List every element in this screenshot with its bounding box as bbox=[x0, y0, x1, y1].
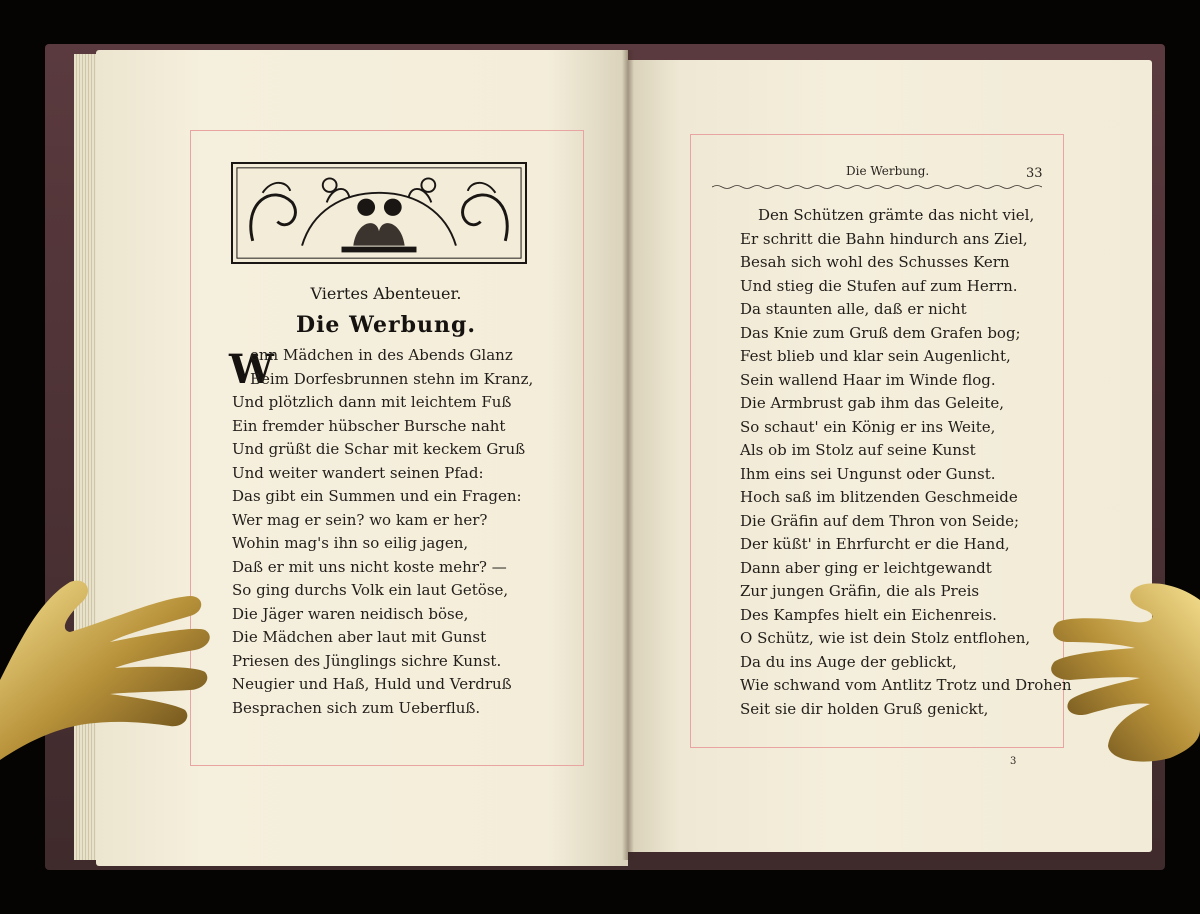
chapter-subtitle: Viertes Abenteuer. bbox=[310, 284, 462, 303]
verse-line: Die Gräfin auf dem Thron von Seide; bbox=[740, 511, 1020, 530]
brass-hand-right bbox=[1040, 580, 1200, 770]
right-page-verses bbox=[740, 204, 1072, 721]
verse-line: Die Mädchen aber laut mit Gunst bbox=[232, 628, 487, 646]
verse-line: Des Kampfes hielt ein Eichenreis. bbox=[740, 605, 997, 624]
verse-line: O Schütz, wie ist dein Stolz entflohen, bbox=[740, 629, 1031, 647]
chapter-title: Die Werbung. bbox=[295, 312, 476, 338]
verse-line: Und grüßt die Schar mit keckem Gruß bbox=[232, 440, 526, 458]
verse-line: Die Jäger waren neidisch böse, bbox=[232, 604, 469, 623]
verse-line: Wer mag er sein? wo kam er her? bbox=[232, 510, 488, 529]
drop-cap: W bbox=[229, 346, 274, 393]
verse-line: Wie schwand vom Antlitz Trotz und Drohen bbox=[740, 676, 1072, 694]
verse-line: So schaut' ein König er ins Weite, bbox=[740, 417, 996, 436]
verse-line: Und stieg die Stufen auf zum Herrn. bbox=[740, 276, 1018, 295]
verse-line: Da staunten alle, daß er nicht bbox=[740, 300, 967, 318]
verse-line: Zur jungen Gräfin, die als Preis bbox=[740, 582, 980, 600]
verse-line: Ein fremder hübscher Bursche naht bbox=[232, 416, 506, 435]
verse-line: enn Mädchen in des Abends Glanz bbox=[250, 346, 513, 364]
verse-line: So ging durchs Volk ein laut Getöse, bbox=[232, 581, 509, 599]
verse-line: Sein wallend Haar im Winde flog. bbox=[740, 370, 996, 389]
verse-line: Das gibt ein Summen und ein Fragen: bbox=[232, 487, 522, 505]
verse-line: Er schritt die Bahn hindurch ans Ziel, bbox=[740, 229, 1028, 248]
signature-mark: 3 bbox=[1010, 756, 1017, 767]
verse-line: Hoch saß im blitzenden Geschmeide bbox=[740, 488, 1018, 506]
verse-line: Daß er mit uns nicht koste mehr? — bbox=[232, 557, 507, 576]
verse-line: Die Armbrust gab ihm das Geleite, bbox=[740, 394, 1005, 412]
verse-line: Und weiter wandert seinen Pfad: bbox=[232, 463, 484, 482]
verse-line: Fest blieb und klar sein Augenlicht, bbox=[740, 347, 1011, 365]
verse-line: Und plötzlich dann mit leichtem Fuß bbox=[232, 393, 512, 411]
verse-line: Der küßt' in Ehrfurcht er die Hand, bbox=[740, 535, 1010, 553]
running-head: Die Werbung. bbox=[846, 164, 930, 178]
page-number: 33 bbox=[1026, 166, 1043, 181]
verse-line: Das Knie zum Gruß dem Grafen bog; bbox=[740, 323, 1021, 342]
verse-line: Beim Dorfesbrunnen stehn im Kranz, bbox=[250, 369, 534, 388]
brass-hand-left bbox=[0, 570, 215, 770]
verse-line: Als ob im Stolz auf seine Kunst bbox=[740, 441, 976, 459]
verse-line: Dann aber ging er leichtgewandt bbox=[740, 558, 992, 577]
verse-line: Besprachen sich zum Ueberfluß. bbox=[232, 698, 481, 717]
verse-line: Wohin mag's ihn so eilig jagen, bbox=[232, 534, 469, 552]
verse-line: Priesen des Jünglings sichre Kunst. bbox=[232, 651, 502, 670]
verse-line: Seit sie dir holden Gruß genickt, bbox=[740, 699, 989, 718]
verse-line: Neugier und Haß, Huld und Verdruß bbox=[232, 675, 512, 693]
book-gutter bbox=[622, 50, 634, 860]
verse-line: Da du ins Auge der geblickt, bbox=[740, 652, 957, 671]
cherub-vignette bbox=[231, 162, 527, 264]
header-rule bbox=[712, 184, 1042, 190]
verse-line: Den Schützen grämte das nicht viel, bbox=[758, 206, 1035, 224]
left-page-verses bbox=[232, 344, 533, 720]
verse-line: Ihm eins sei Ungunst oder Gunst. bbox=[740, 464, 996, 483]
verse-line: Besah sich wohl des Schusses Kern bbox=[740, 253, 1010, 271]
